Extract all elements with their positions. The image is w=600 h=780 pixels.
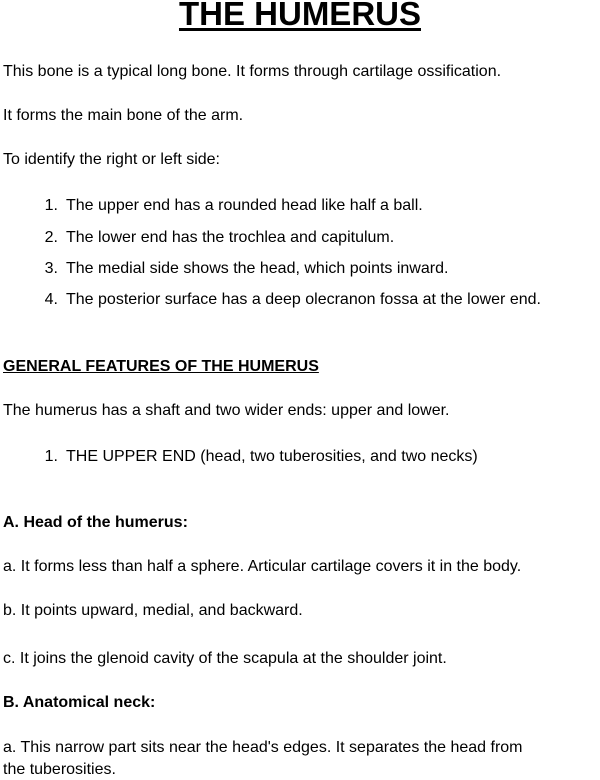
list-item-text: The posterior surface has a deep olecranon fossa at the lower end. [66, 291, 541, 308]
head-point-a: a. It forms less than half a sphere. Articular cartilage covers it in the body. [3, 558, 522, 575]
list-item [30, 259, 448, 279]
list-item-number: 4. [44, 291, 58, 308]
list-item-number: 2. [44, 229, 58, 246]
list-item-text: The upper end has a rounded head like half a ball. [66, 197, 423, 214]
head-point-c: c. It joins the glenoid cavity of the scapula at the shoulder joint. [3, 650, 447, 667]
subheading-anatomical-neck: B. Anatomical neck: [3, 694, 156, 711]
neck-point-a: a. This narrow part sits near the head's edges. It separates the head from [3, 739, 523, 756]
neck-point-a-continued: the tuberosities. [3, 761, 116, 778]
intro-paragraph-2: It forms the main bone of the arm. [3, 107, 244, 124]
head-point-b: b. It points upward, medial, and backward. [3, 602, 303, 619]
list-item-number: 1. [44, 197, 58, 214]
list-item-text: THE UPPER END (head, two tuberosities, and two necks) [66, 448, 478, 465]
subheading-head-of-humerus: A. Head of the humerus: [3, 514, 188, 531]
intro-paragraph-3: To identify the right or left side: [3, 151, 220, 168]
list-item-number: 1. [44, 448, 58, 465]
page-title: THE HUMERUS [178, 0, 421, 32]
list-item-text: The lower end has the trochlea and capitulum. [66, 229, 395, 246]
list-item [30, 196, 423, 216]
list-item [30, 447, 478, 467]
section-heading-general-features: GENERAL FEATURES OF THE HUMERUS [3, 358, 319, 375]
general-features-paragraph: The humerus has a shaft and two wider ends: upper and lower. [3, 402, 450, 419]
list-item [30, 290, 541, 310]
list-item [30, 228, 394, 248]
intro-paragraph-1: This bone is a typical long bone. It forms through cartilage ossification. [3, 63, 502, 80]
list-item-number: 3. [44, 260, 58, 277]
list-item-text: The medial side shows the head, which points inward. [66, 260, 449, 277]
